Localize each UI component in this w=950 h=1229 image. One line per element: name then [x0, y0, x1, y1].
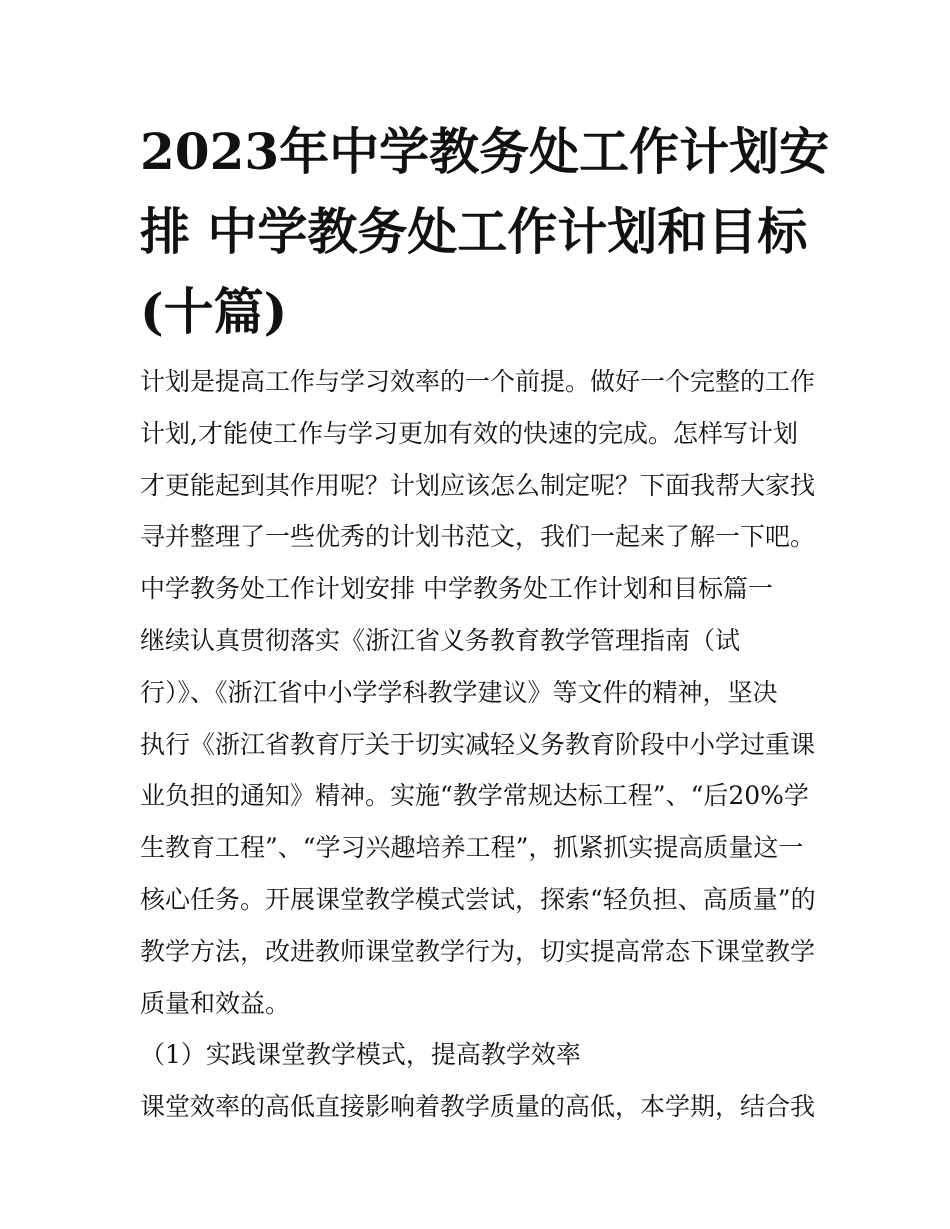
body-line: 才更能起到其作用呢？计划应该怎么制定呢？下面我帮大家找: [140, 470, 816, 500]
body-line: 业负担的通知》精神。实施“教学常规达标工程”、“后20%学: [140, 781, 809, 811]
body-line: 计划是提高工作与学习效率的一个前提。做好一个完整的工作: [140, 367, 816, 396]
body-line: 课堂效率的高低直接影响着教学质量的高低，本学期，结合我: [140, 1092, 816, 1122]
document-title: [140, 112, 830, 352]
body-line: 执行《浙江省教育厅关于切实减轻义务教育阶段中小学过重课: [140, 729, 816, 759]
title-line-1: 2023年中学教务处工作计划安: [140, 122, 830, 181]
body-line: 行）》、《浙江省中小学学科教学建议》等文件的精神，坚决: [140, 677, 778, 707]
body-line: 生教育工程”、“学习兴趣培养工程”，抓紧抓实提高质量这一: [140, 833, 804, 863]
body-line: 教学方法，改进教师课堂教学行为，切实提高常态下课堂教学: [140, 936, 816, 966]
title-line-2: 排 中学教务处工作计划和目标: [140, 202, 808, 261]
body-line: 寻并整理了一些优秀的计划书范文，我们一起来了解一下吧。: [140, 522, 816, 552]
section-heading: 中学教务处工作计划安排 中学教务处工作计划和目标篇一: [140, 574, 773, 604]
document-body: [140, 356, 830, 1133]
body-line: 继续认真贯彻落实《浙江省义务教育教学管理指南（试: [140, 625, 741, 655]
body-line: 计划,才能使工作与学习更加有效的快速的完成。怎样写计划: [140, 418, 798, 448]
title-line-3: (十篇): [140, 282, 288, 341]
body-line: 质量和效益。: [140, 988, 291, 1018]
body-line: 核心任务。开展课堂教学模式尝试，探索“轻负担、高质量”的: [140, 884, 816, 914]
subsection-heading: （1）实践课堂教学模式，提高教学效率: [140, 1040, 581, 1070]
